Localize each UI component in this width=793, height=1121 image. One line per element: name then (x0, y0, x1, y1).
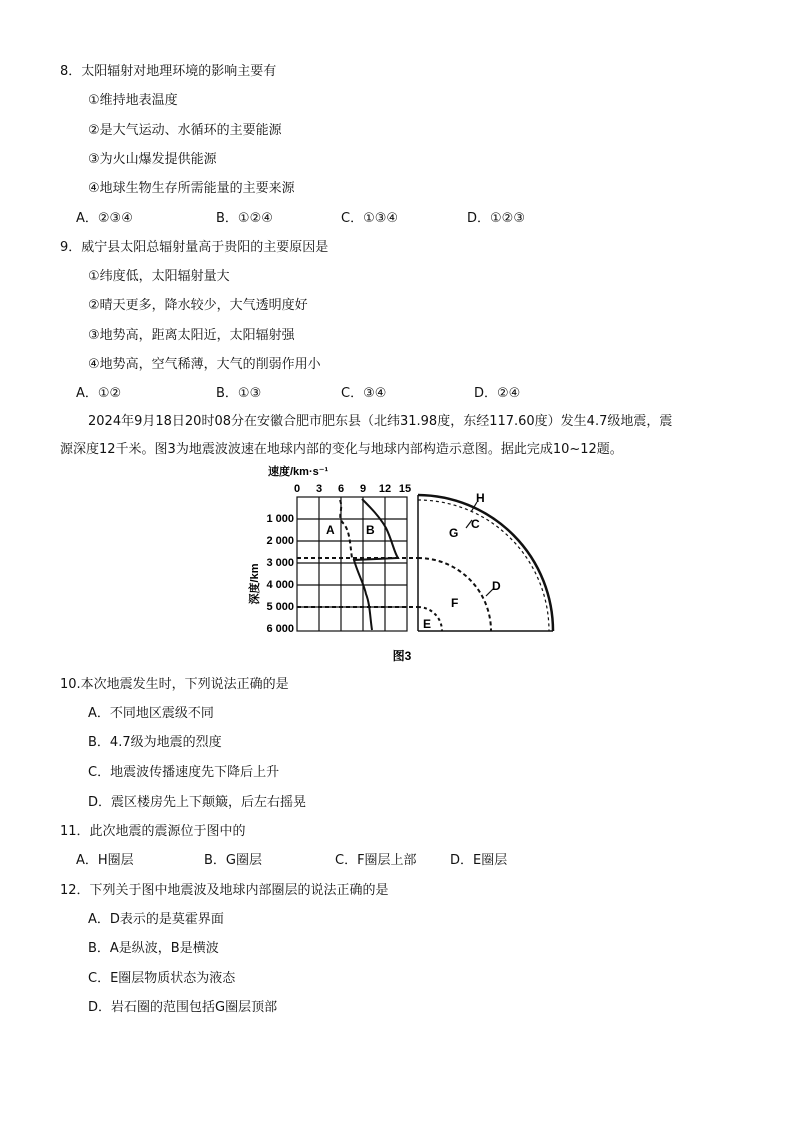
q9-option-a: A．①② (76, 386, 122, 401)
q10-stem: 10.本次地震发生时，下列说法正确的是 (60, 677, 289, 692)
q11-option-b: B．G圈层 (204, 853, 262, 868)
layer-label-e: E (423, 617, 432, 631)
depth-tick: 1 000 (266, 513, 294, 525)
q11-stem: 11．此次地震的震源位于图中的 (60, 824, 246, 839)
depth-axis-label: 深度/km (249, 563, 261, 605)
q9-stem: 9．威宁县太阳总辐射量高于贵阳的主要原因是 (60, 240, 329, 255)
layer-label-h: H (476, 491, 485, 505)
q8-option-d: D．①②③ (467, 211, 525, 226)
wave-label-b: B (366, 523, 375, 537)
q9-item-4: ④地势高，空气稀薄，大气的削弱作用小 (88, 357, 321, 372)
q8-item-1: ①维持地表温度 (88, 93, 178, 108)
q9-item-1: ①纬度低，太阳辐射量大 (88, 269, 230, 284)
q8-option-b: B．①②④ (216, 211, 273, 226)
layer-label-d: D (492, 579, 501, 593)
speed-tick: 9 (359, 483, 367, 495)
q9-option-d: D．②④ (474, 386, 521, 401)
q8-stem: 8．太阳辐射对地理环境的影响主要有 (60, 64, 277, 79)
layer-label-c: C (471, 517, 480, 531)
q9-item-3: ③地势高，距离太阳近，太阳辐射强 (88, 328, 295, 343)
passage-line-1: 2024年9月18日20时08分在安徽合肥市肥东县（北纬31.98度，东经117.60度）发生4.7级地震，震 (88, 414, 673, 429)
speed-tick: 6 (337, 483, 345, 495)
layer-label-g: G (449, 526, 459, 540)
q9-item-2: ②晴天更多，降水较少，大气透明度好 (88, 298, 308, 313)
q11-option-a: A．H圈层 (76, 853, 134, 868)
passage (60, 408, 750, 464)
q8-option-a: A．②③④ (76, 211, 133, 226)
q8-item-3: ③为火山爆发提供能源 (88, 152, 217, 167)
speed-tick: 3 (315, 483, 323, 495)
depth-tick: 4 000 (266, 579, 294, 591)
q12-option-a: A．D表示的是莫霍界面 (88, 912, 224, 927)
q8-item-2: ②是大气运动、水循环的主要能源 (88, 123, 282, 138)
q11-option-d: D．E圈层 (450, 853, 508, 868)
q9-option-c: C．③④ (341, 386, 387, 401)
depth-tick: 6 000 (266, 623, 294, 635)
layer-label-f: F (451, 596, 459, 610)
q11-option-c: C．F圈层上部 (335, 853, 417, 868)
q12-stem: 12．下列关于图中地震波及地球内部圈层的说法正确的是 (60, 883, 389, 898)
figure-3 (240, 462, 560, 664)
earth-structure-sector (418, 495, 553, 631)
wave-a-curve (340, 500, 352, 558)
speed-tick: 0 (293, 483, 301, 495)
q12-option-d: D．岩石圈的范围包括G圈层顶部 (88, 1000, 278, 1015)
speed-depth-grid (297, 497, 407, 631)
q10-option-a: A．不同地区震级不同 (88, 706, 214, 721)
q9-option-b: B．①③ (216, 386, 262, 401)
speed-tick: 15 (398, 483, 412, 495)
wave-label-a: A (326, 523, 335, 537)
passage-line-2: 源深度12千米。图3为地震波波速在地球内部的变化与地球内部构造示意图。据此完成10~12题。 (60, 442, 623, 457)
figure-caption: 图3 (392, 649, 412, 663)
q8-item-4: ④地球生物生存所需能量的主要来源 (88, 181, 295, 196)
depth-tick: 3 000 (266, 557, 294, 569)
q12-option-b: B．A是纵波，B是横波 (88, 941, 219, 956)
depth-tick: 5 000 (266, 601, 294, 613)
discontinuity-lines (297, 558, 418, 607)
q10-option-d: D．震区楼房先上下颠簸，后左右摇晃 (88, 795, 307, 810)
speed-tick: 12 (378, 483, 392, 495)
depth-tick: 2 000 (266, 535, 294, 547)
q12-option-c: C．E圈层物质状态为液态 (88, 971, 236, 986)
q10-option-c: C．地震波传播速度先下降后上升 (88, 765, 280, 780)
q8-option-c: C．①③④ (341, 211, 399, 226)
speed-axis-label: 速度/km·s⁻¹ (268, 466, 329, 478)
q10-option-b: B．4.7级为地震的烈度 (88, 735, 222, 750)
